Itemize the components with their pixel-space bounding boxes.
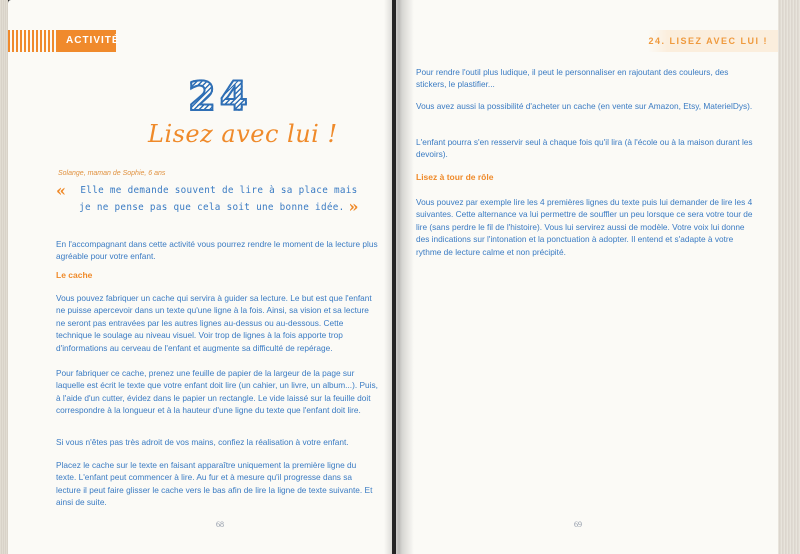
right-page: [396, 0, 778, 554]
quote-close-mark: »: [348, 197, 359, 216]
cache-paragraph-4: Placez le cache sur le texte en faisant apparaître uniquement la première ligne du texte. L'enfant peut commencer à lire. Au fur et à mesure qu'il progresse dans sa lecture il peut faire glisser le cache vers le bas afin de lire la ligne de texte suivante. Et ainsi de suite.: [56, 460, 373, 508]
cache-paragraph-1: Vous pouvez fabriquer un cache qui servira à guider sa lecture. Le but est que l'enfant ne puisse apercevoir dans un texte qu'une ligne à la fois. Ainsi, sa vision et sa lecture ne seront pas entravées par les autres lignes au-dessus ou au-dessous. Cette technique le soulage au niveau visuel. Voir trop de lignes à la fois apporte trop d'informations au cerveau de l'enfant et augmente sa difficulté de repérage.: [56, 293, 372, 353]
page-number-right: 69: [574, 520, 582, 529]
activity-header-tab: ACTIVITÉ: [56, 30, 116, 52]
chapter-running-header: 24. LISEZ AVEC LUI !: [648, 30, 778, 52]
right-page-edges: [778, 0, 800, 554]
quote-open-mark: «: [56, 181, 66, 200]
cache-paragraph-3: Si vous n'êtes pas très adroit de vos mains, confiez la réalisation à votre enfant.: [56, 437, 349, 447]
intro-paragraph: En l'accompagnant dans cette activité vous pourrez rendre le moment de la lecture plus agréable pour votre enfant.: [56, 239, 378, 262]
activity-title: Lisez avec lui !: [148, 120, 338, 148]
page-number-left: 68: [216, 520, 224, 529]
right-paragraph-2: Vous avez aussi la possibilité d'acheter un cache (en vente sur Amazon, Etsy, MaterielDys).: [416, 101, 753, 111]
right-paragraph-4: Vous pouvez par exemple lire les 4 premières lignes du texte puis lui demander de lire les 4 suivantes. Cette alternance va lui permettre de souffler un peu lorsque ce sera votre tour de lire (sans perdre le fil de l'histoire). Vous lui servirez aussi de modèle. Votre voix lui donne des indications sur l'intonation et la ponctuation à adopter. Il entend et s'adapte à votre rythme de lecture calme et non précipité.: [416, 197, 753, 257]
quote-text: Elle me demande souvent de lire à sa place mais je ne pense pas que cela soit une bonne idée.: [79, 185, 358, 213]
left-page: [8, 0, 392, 554]
right-paragraph-1: Pour rendre l'outil plus ludique, il peut le personnaliser en rajoutant des couleurs, des stickers, le plastifier...: [416, 67, 729, 90]
header-stripes: [8, 30, 60, 52]
subhead-tour-de-role: Lisez à tour de rôle: [416, 172, 494, 182]
cache-paragraph-2: Pour fabriquer ce cache, prenez une feuille de papier de la largeur de la page sur laquelle est écrit le texte que votre enfant doit lire (un cahier, un livre, un album...). Puis, à l'aide d'un cutter, évidez dans le papier un rectangle. Le vide laissé sur la feuille doit correspondre à la longueur et à la hauteur d'une ligne du texte que l'enfant doit lire.: [56, 368, 378, 416]
quote-attribution: Solange, maman de Sophie, 6 ans: [58, 170, 166, 177]
left-page-edges: [0, 0, 8, 554]
right-paragraph-3: L'enfant pourra s'en resservir seul à chaque fois qu'il lira (à l'école ou à la maison durant les devoirs).: [416, 137, 753, 160]
subhead-cache: Le cache: [56, 270, 93, 280]
quote-text-block: [74, 183, 364, 216]
activity-number: 24: [188, 74, 252, 120]
